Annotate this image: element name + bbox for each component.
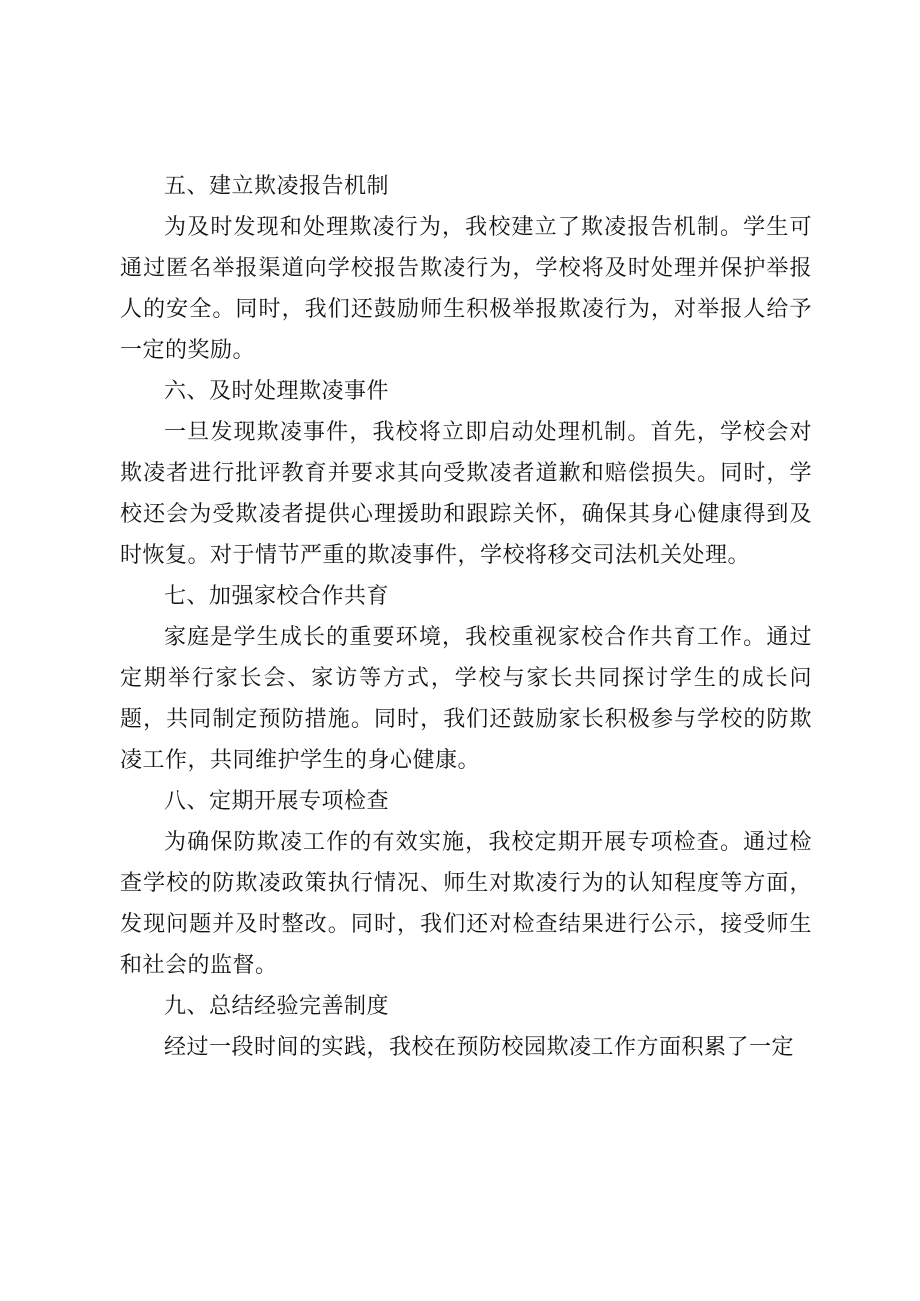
section-5-heading: 五、建立欺凌报告机制 bbox=[164, 174, 390, 199]
section-7-body: 家庭是学生成长的重要环境，我校重视家校合作共育工作。通过定期举行家长会、家访等方式，学校与家长共同探讨学生的成长问题，共同制定预防措施。同时，我们还鼓励家长积极参与学校的防欺凌工作，共同维护学生的身心健康。 bbox=[120, 625, 812, 773]
section-6-heading: 六、及时处理欺凌事件 bbox=[164, 379, 390, 404]
section-8-heading: 八、定期开展专项检查 bbox=[164, 789, 390, 814]
section-8-body: 为确保防欺凌工作的有效实施，我校定期开展专项检查。通过检查学校的防欺凌政策执行情况、师生对欺凌行为的认知程度等方面，发现问题并及时整改。同时，我们还对检查结果进行公示，接受师生和社会的监督。 bbox=[120, 830, 812, 978]
section-9-body: 经过一段时间的实践，我校在预防校园欺凌工作方面积累了一定 bbox=[164, 1035, 795, 1060]
section-9-heading: 九、总结经验完善制度 bbox=[164, 994, 390, 1019]
section-7-heading: 七、加强家校合作共育 bbox=[164, 584, 390, 609]
section-5-body: 为及时发现和处理欺凌行为，我校建立了欺凌报告机制。学生可通过匿名举报渠道向学校报告欺凌行为，学校将及时处理并保护举报人的安全。同时，我们还鼓励师生积极举报欺凌行为，对举报人给予一定的奖励。 bbox=[120, 215, 812, 363]
section-6-body: 一旦发现欺凌事件，我校将立即启动处理机制。首先，学校会对欺凌者进行批评教育并要求其向受欺凌者道歉和赔偿损失。同时，学校还会为受欺凌者提供心理援助和跟踪关怀，确保其身心健康得到及时恢复。对于情节严重的欺凌事件，学校将移交司法机关处理。 bbox=[120, 420, 812, 568]
